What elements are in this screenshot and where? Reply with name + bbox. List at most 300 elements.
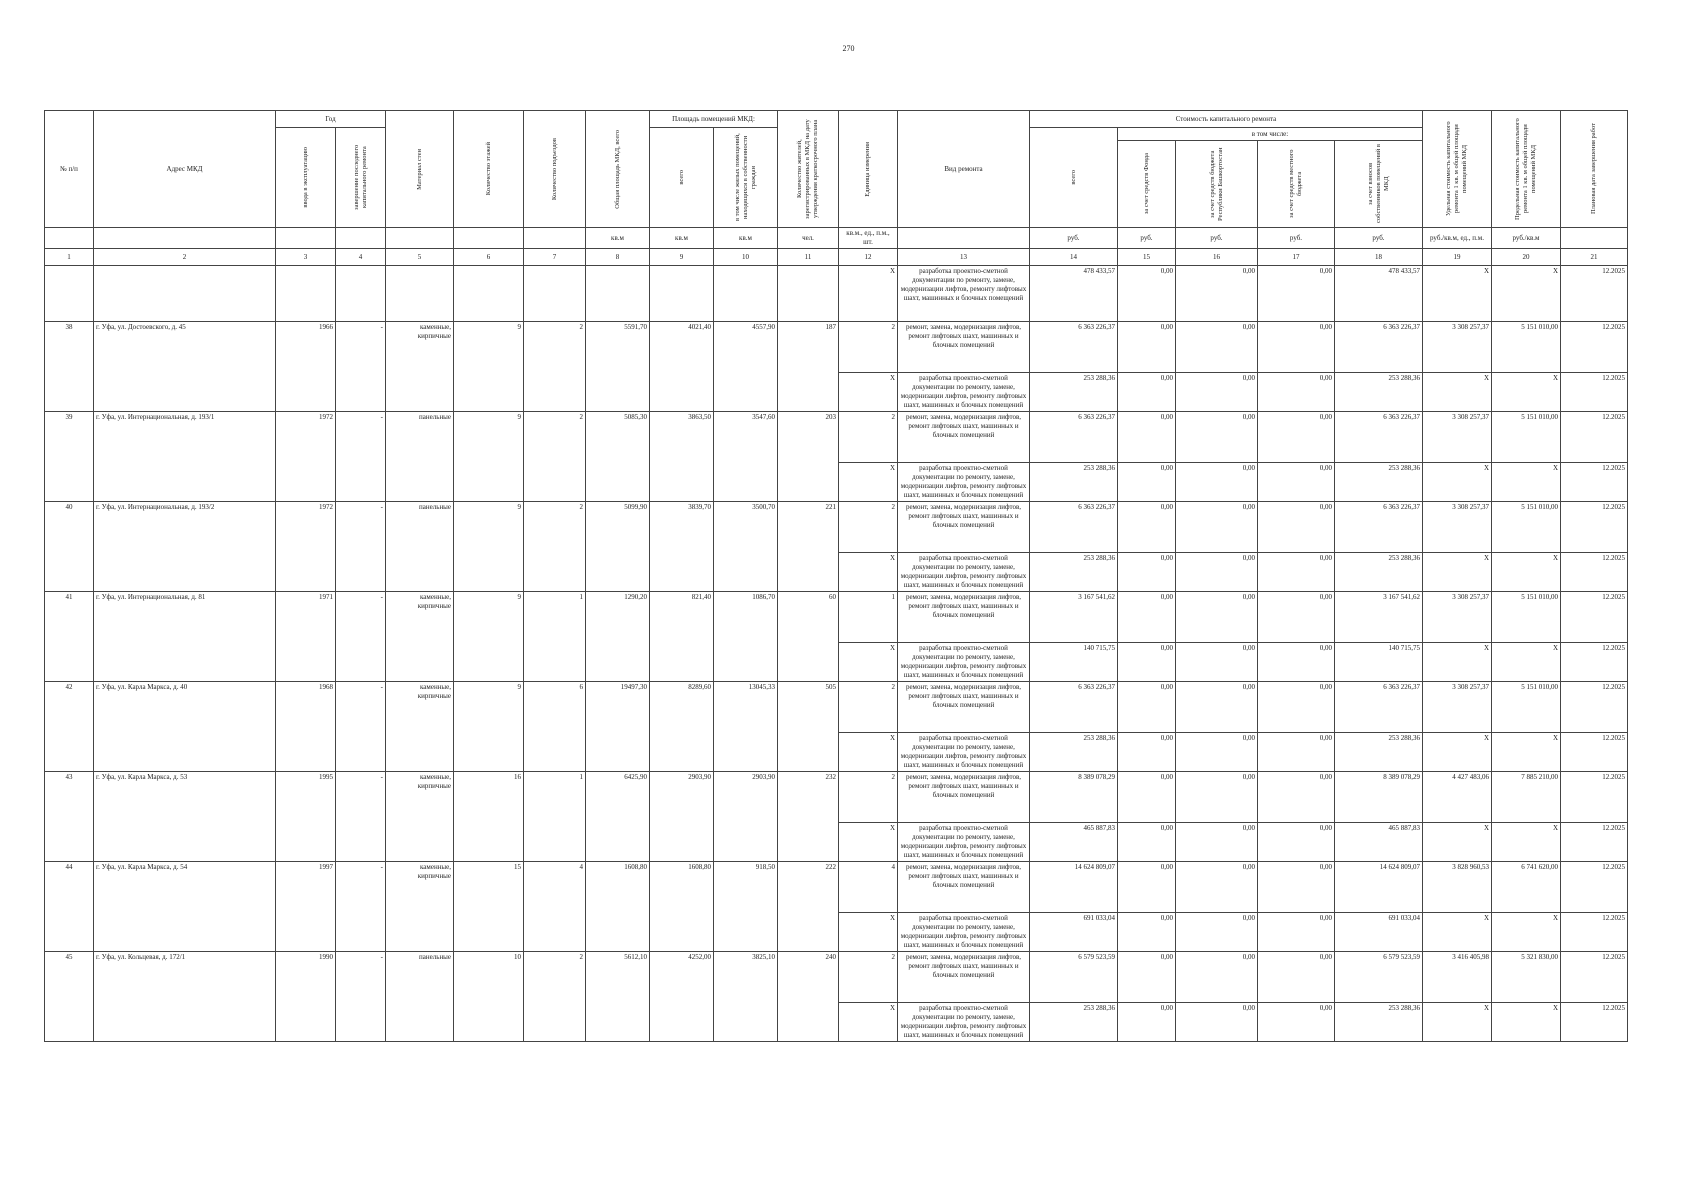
- cell-deadline: 12.2025: [1561, 682, 1628, 733]
- cell-region: 0,00: [1176, 1003, 1258, 1042]
- cell-work: разработка проектно-сметной документации по ремонту, замене, модернизации лифтов, ремонту лифтовых шахт, машинных и блочных помещений: [898, 373, 1030, 412]
- column-number: 9: [650, 249, 714, 266]
- cell-max: X: [1492, 553, 1561, 592]
- cell-region: 0,00: [1176, 913, 1258, 952]
- cell-max: 5 151 010,00: [1492, 592, 1561, 643]
- cell-deadline: 12.2025: [1561, 823, 1628, 862]
- cell-fund: 0,00: [1118, 643, 1176, 682]
- cell-num: 39: [45, 412, 94, 502]
- hdr-max-cost: Предельная стоимость капитального ремонта 1 кв. м общей площади помещений МКД: [1492, 111, 1561, 228]
- table-row: [45, 502, 1628, 553]
- cell-address: г. Уфа, ул. Интернациональная, д. 193/2: [94, 502, 276, 592]
- cell-local: 0,00: [1258, 592, 1335, 643]
- cell-floors: 9: [454, 502, 524, 592]
- cell-work: разработка проектно-сметной документации по ремонту, замене, модернизации лифтов, ремонту лифтовых шахт, машинных и блочных помещений: [898, 1003, 1030, 1042]
- table-row: [45, 682, 1628, 733]
- cell-local: 0,00: [1258, 862, 1335, 913]
- cell-work: разработка проектно-сметной документации по ремонту, замене, модернизации лифтов, ремонту лифтовых шахт, машинных и блочных помещений: [898, 643, 1030, 682]
- hdr-total-area: Общая площадь МКД, всего: [586, 111, 650, 228]
- cell-total: 3 167 541,62: [1030, 592, 1118, 643]
- cell-max: 5 151 010,00: [1492, 412, 1561, 463]
- cell-fund: 0,00: [1118, 913, 1176, 952]
- cell-address: г. Уфа, ул. Карла Маркса, д. 54: [94, 862, 276, 952]
- cell-year-repair: -: [336, 412, 386, 502]
- cell-fund: 0,00: [1118, 373, 1176, 412]
- hdr-cost-region: за счет средств бюджета Республики Башкортостан: [1176, 141, 1258, 228]
- hdr-incl: в том числе:: [1118, 128, 1423, 141]
- cell-max: X: [1492, 463, 1561, 502]
- cell-local: 0,00: [1258, 502, 1335, 553]
- cell-spec: X: [1423, 266, 1492, 322]
- cell-fund: 0,00: [1118, 502, 1176, 553]
- cell-region: 0,00: [1176, 266, 1258, 322]
- cell-area-owned: 13045,33: [714, 682, 778, 772]
- cell-work: ремонт, замена, модернизация лифтов, ремонт лифтовых шахт, машинных и блочных помещений: [898, 322, 1030, 373]
- cell-residents: 222: [778, 862, 839, 952]
- cell-owners: 478 433,57: [1335, 266, 1423, 322]
- cell-owners: 253 288,36: [1335, 733, 1423, 772]
- column-number: 14: [1030, 249, 1118, 266]
- cell-year-repair: -: [336, 502, 386, 592]
- column-number: 8: [586, 249, 650, 266]
- cell-region: 0,00: [1176, 682, 1258, 733]
- cell-work: ремонт, замена, модернизация лифтов, ремонт лифтовых шахт, машинных и блочных помещений: [898, 412, 1030, 463]
- cell-total: 14 624 809,07: [1030, 862, 1118, 913]
- cell-total: 6 363 226,37: [1030, 412, 1118, 463]
- cell-area-all: 821,40: [650, 592, 714, 682]
- hdr-cost-local: за счет средств местного бюджета: [1258, 141, 1335, 228]
- cell-entrances: 2: [524, 952, 586, 1042]
- column-numbers-row: [45, 249, 1628, 266]
- hdr-cost-group: Стоимость капитального ремонта: [1030, 111, 1423, 128]
- unit-c12: кв.м., ед., п.м., шт.: [839, 228, 898, 249]
- cell-wall: панельные: [386, 502, 454, 592]
- cell-entrances: 1: [524, 772, 586, 862]
- cell-total-area: 5591,70: [586, 322, 650, 412]
- cell-fund: 0,00: [1118, 862, 1176, 913]
- column-number: 6: [454, 249, 524, 266]
- cell-spec: 3 308 257,37: [1423, 412, 1492, 463]
- cell-wall: каменные, кирпичные: [386, 772, 454, 862]
- cell-total: 6 363 226,37: [1030, 682, 1118, 733]
- cell-spec: X: [1423, 733, 1492, 772]
- cell-local: 0,00: [1258, 412, 1335, 463]
- cell-area-owned: 3500,70: [714, 502, 778, 592]
- cell-owners: 6 363 226,37: [1335, 682, 1423, 733]
- cell-total: 8 389 078,29: [1030, 772, 1118, 823]
- cell-area-owned: 1086,70: [714, 592, 778, 682]
- cell-max: X: [1492, 643, 1561, 682]
- cell-year-built: 1966: [276, 322, 336, 412]
- cell-work: ремонт, замена, модернизация лифтов, ремонт лифтовых шахт, машинных и блочных помещений: [898, 502, 1030, 553]
- cell-residents: 505: [778, 682, 839, 772]
- cell-work: разработка проектно-сметной документации по ремонту, замене, модернизации лифтов, ремонту лифтовых шахт, машинных и блочных помещений: [898, 553, 1030, 592]
- column-number: 10: [714, 249, 778, 266]
- cell-qty: 2: [839, 952, 898, 1003]
- cell-deadline: 12.2025: [1561, 913, 1628, 952]
- cell-region: 0,00: [1176, 862, 1258, 913]
- cell-work: ремонт, замена, модернизация лифтов, ремонт лифтовых шахт, машинных и блочных помещений: [898, 952, 1030, 1003]
- cell-entrances: 2: [524, 412, 586, 502]
- cell-deadline: 12.2025: [1561, 373, 1628, 412]
- cell-max: 5 151 010,00: [1492, 682, 1561, 733]
- table-row: [45, 592, 1628, 643]
- cell-num: 42: [45, 682, 94, 772]
- cell-total: 6 363 226,37: [1030, 322, 1118, 373]
- cell-spec: 3 416 405,98: [1423, 952, 1492, 1003]
- cell-spec: X: [1423, 1003, 1492, 1042]
- hdr-area-group: Площадь помещений МКД:: [650, 111, 778, 128]
- cell-fund: 0,00: [1118, 823, 1176, 862]
- cell-deadline: 12.2025: [1561, 772, 1628, 823]
- cell-floors: 9: [454, 682, 524, 772]
- cell-address: г. Уфа, ул. Карла Маркса, д. 40: [94, 682, 276, 772]
- cell-wall: каменные, кирпичные: [386, 322, 454, 412]
- column-number: 3: [276, 249, 336, 266]
- cell-owners: 8 389 078,29: [1335, 772, 1423, 823]
- hdr-area-all: всего: [650, 128, 714, 228]
- cell-entrances: 1: [524, 592, 586, 682]
- cell-floors: 10: [454, 952, 524, 1042]
- cell-owners: 465 887,83: [1335, 823, 1423, 862]
- cell-year-repair: -: [336, 772, 386, 862]
- cell-work: разработка проектно-сметной документации по ремонту, замене, модернизации лифтов, ремонту лифтовых шахт, машинных и блочных помещений: [898, 266, 1030, 322]
- cell-year-built: 1995: [276, 772, 336, 862]
- table-row: [45, 772, 1628, 823]
- cell-residents: 203: [778, 412, 839, 502]
- cell-max: 5 151 010,00: [1492, 322, 1561, 373]
- table-body: [45, 266, 1628, 1042]
- cell-address: г. Уфа, ул. Достоевского, д. 45: [94, 322, 276, 412]
- cell-entrances: 4: [524, 862, 586, 952]
- cell-local: 0,00: [1258, 952, 1335, 1003]
- cell-spec: X: [1423, 373, 1492, 412]
- cell-year-built: 1990: [276, 952, 336, 1042]
- column-number: 19: [1423, 249, 1492, 266]
- cell-total: 140 715,75: [1030, 643, 1118, 682]
- cell-deadline: 12.2025: [1561, 322, 1628, 373]
- cell-qty: X: [839, 913, 898, 952]
- cell-region: 0,00: [1176, 502, 1258, 553]
- table-row: [45, 862, 1628, 913]
- hdr-year-repair: завершение последнего капитального ремонта: [336, 128, 386, 228]
- cell-total: 253 288,36: [1030, 463, 1118, 502]
- column-number: 11: [778, 249, 839, 266]
- repair-plan-table: [44, 110, 1628, 1042]
- cell-work: ремонт, замена, модернизация лифтов, ремонт лифтовых шахт, машинных и блочных помещений: [898, 592, 1030, 643]
- cell-work: ремонт, замена, модернизация лифтов, ремонт лифтовых шахт, машинных и блочных помещений: [898, 862, 1030, 913]
- cell-owners: 6 363 226,37: [1335, 502, 1423, 553]
- cell-area-owned: 3547,60: [714, 412, 778, 502]
- cell-qty: X: [839, 1003, 898, 1042]
- cell-entrances: 2: [524, 502, 586, 592]
- cell-region: 0,00: [1176, 322, 1258, 373]
- cell-local: 0,00: [1258, 823, 1335, 862]
- cell-total: 253 288,36: [1030, 553, 1118, 592]
- cell-spec: 3 828 960,53: [1423, 862, 1492, 913]
- cell-qty: X: [839, 643, 898, 682]
- cell-max: X: [1492, 823, 1561, 862]
- cell-local: 0,00: [1258, 1003, 1335, 1042]
- cell-wall: каменные, кирпичные: [386, 592, 454, 682]
- hdr-num: № п/п: [45, 111, 94, 228]
- column-number: 20: [1492, 249, 1561, 266]
- cell-spec: 3 308 257,37: [1423, 682, 1492, 733]
- cell-qty: 1: [839, 592, 898, 643]
- cell-owners: 6 363 226,37: [1335, 412, 1423, 463]
- cell-qty: X: [839, 266, 898, 322]
- column-number: 13: [898, 249, 1030, 266]
- cell-max: X: [1492, 1003, 1561, 1042]
- cell-residents: 187: [778, 322, 839, 412]
- cell-region: 0,00: [1176, 553, 1258, 592]
- column-number: 1: [45, 249, 94, 266]
- cell-total-area: 1290,20: [586, 592, 650, 682]
- cell-year-built: 1968: [276, 682, 336, 772]
- page-number: 270: [842, 44, 855, 53]
- column-number: 12: [839, 249, 898, 266]
- cell-deadline: 12.2025: [1561, 952, 1628, 1003]
- table-header: [45, 111, 1628, 266]
- cell-address: г. Уфа, ул. Интернациональная, д. 81: [94, 592, 276, 682]
- cell-spec: 3 308 257,37: [1423, 322, 1492, 373]
- cell-spec: X: [1423, 553, 1492, 592]
- table-row: [45, 412, 1628, 463]
- cell-owners: 14 624 809,07: [1335, 862, 1423, 913]
- cell-fund: 0,00: [1118, 592, 1176, 643]
- cell-deadline: 12.2025: [1561, 643, 1628, 682]
- cell-total: 6 363 226,37: [1030, 502, 1118, 553]
- cell-region: 0,00: [1176, 952, 1258, 1003]
- cell-num: 41: [45, 592, 94, 682]
- unit-c8: кв.м: [586, 228, 650, 249]
- cell-year-built: 1972: [276, 502, 336, 592]
- cell-deadline: 12.2025: [1561, 266, 1628, 322]
- cell-entrances: 2: [524, 322, 586, 412]
- cell-deadline: 12.2025: [1561, 862, 1628, 913]
- cell-local: 0,00: [1258, 322, 1335, 373]
- cell-deadline: 12.2025: [1561, 592, 1628, 643]
- carry-over-row: [45, 266, 1628, 322]
- cell-floors: 9: [454, 322, 524, 412]
- cell-local: 0,00: [1258, 463, 1335, 502]
- cell-qty: 4: [839, 862, 898, 913]
- cell-area-all: 4252,00: [650, 952, 714, 1042]
- unit-c17: руб.: [1258, 228, 1335, 249]
- cell-spec: X: [1423, 823, 1492, 862]
- cell-area-all: 8289,60: [650, 682, 714, 772]
- cell-entrances: 6: [524, 682, 586, 772]
- cell-area-owned: 2903,90: [714, 772, 778, 862]
- hdr-year-group: Год: [276, 111, 386, 128]
- cell-spec: 4 427 483,06: [1423, 772, 1492, 823]
- cell-qty: X: [839, 733, 898, 772]
- cell-year-repair: -: [336, 952, 386, 1042]
- cell-total-area: 1608,80: [586, 862, 650, 952]
- cell-fund: 0,00: [1118, 412, 1176, 463]
- cell-max: 7 885 210,00: [1492, 772, 1561, 823]
- cell-floors: 15: [454, 862, 524, 952]
- cell-year-built: 1997: [276, 862, 336, 952]
- cell-owners: 253 288,36: [1335, 463, 1423, 502]
- cell-total: 6 579 523,59: [1030, 952, 1118, 1003]
- cell-owners: 140 715,75: [1335, 643, 1423, 682]
- cell-fund: 0,00: [1118, 682, 1176, 733]
- hdr-wall: Материал стен: [386, 111, 454, 228]
- cell-num: 45: [45, 952, 94, 1042]
- cell-work: разработка проектно-сметной документации по ремонту, замене, модернизации лифтов, ремонту лифтовых шахт, машинных и блочных помещений: [898, 913, 1030, 952]
- cell-region: 0,00: [1176, 592, 1258, 643]
- cell-total: 478 433,57: [1030, 266, 1118, 322]
- cell-qty: X: [839, 553, 898, 592]
- cell-work: разработка проектно-сметной документации по ремонту, замене, модернизации лифтов, ремонту лифтовых шахт, машинных и блочных помещений: [898, 463, 1030, 502]
- hdr-spec-cost: Удельная стоимость капитального ремонта 1 кв. м общей площади помещений МКД: [1423, 111, 1492, 228]
- column-number: 18: [1335, 249, 1423, 266]
- cell-total: 253 288,36: [1030, 1003, 1118, 1042]
- cell-num: 43: [45, 772, 94, 862]
- cell-region: 0,00: [1176, 733, 1258, 772]
- unit-c19: руб./кв.м, ед., п.м.: [1423, 228, 1492, 249]
- cell-num: 44: [45, 862, 94, 952]
- cell-qty: 2: [839, 412, 898, 463]
- cell-max: X: [1492, 913, 1561, 952]
- cell-work: ремонт, замена, модернизация лифтов, ремонт лифтовых шахт, машинных и блочных помещений: [898, 682, 1030, 733]
- cell-spec: 3 308 257,37: [1423, 502, 1492, 553]
- table-row: [45, 322, 1628, 373]
- hdr-work-type: Вид ремонта: [898, 111, 1030, 228]
- cell-owners: 3 167 541,62: [1335, 592, 1423, 643]
- cell-owners: 6 579 523,59: [1335, 952, 1423, 1003]
- cell-area-all: 1608,80: [650, 862, 714, 952]
- cell-qty: X: [839, 463, 898, 502]
- cell-total: 465 887,83: [1030, 823, 1118, 862]
- cell-local: 0,00: [1258, 913, 1335, 952]
- unit-c9: кв.м: [650, 228, 714, 249]
- cell-qty: 2: [839, 772, 898, 823]
- cell-residents: 232: [778, 772, 839, 862]
- cell-area-all: 3863,50: [650, 412, 714, 502]
- hdr-floors: Количество этажей: [454, 111, 524, 228]
- cell-total-area: 5612,10: [586, 952, 650, 1042]
- cell-qty: 2: [839, 322, 898, 373]
- cell-region: 0,00: [1176, 772, 1258, 823]
- cell-residents: 221: [778, 502, 839, 592]
- hdr-year-built: ввода в эксплуатацию: [276, 128, 336, 228]
- unit-c11: чел.: [778, 228, 839, 249]
- column-number: 17: [1258, 249, 1335, 266]
- hdr-cost-fund: за счет средств Фонда: [1118, 141, 1176, 228]
- cell-total-area: 5099,90: [586, 502, 650, 592]
- column-number: 4: [336, 249, 386, 266]
- cell-area-all: 3839,70: [650, 502, 714, 592]
- cell-deadline: 12.2025: [1561, 502, 1628, 553]
- cell-max: X: [1492, 266, 1561, 322]
- hdr-unit: Единица измерения: [839, 111, 898, 228]
- cell-address: г. Уфа, ул. Кольцевая, д. 172/1: [94, 952, 276, 1042]
- cell-num: 38: [45, 322, 94, 412]
- cell-max: X: [1492, 373, 1561, 412]
- hdr-area-owned: в том числе жилых помещений, находящихся в собственности граждан: [714, 128, 778, 228]
- cell-fund: 0,00: [1118, 733, 1176, 772]
- unit-c15: руб.: [1118, 228, 1176, 249]
- cell-local: 0,00: [1258, 682, 1335, 733]
- cell-residents: 240: [778, 952, 839, 1042]
- cell-work: разработка проектно-сметной документации по ремонту, замене, модернизации лифтов, ремонту лифтовых шахт, машинных и блочных помещений: [898, 823, 1030, 862]
- column-number: 5: [386, 249, 454, 266]
- unit-c18: руб.: [1335, 228, 1423, 249]
- cell-spec: 3 308 257,37: [1423, 592, 1492, 643]
- cell-residents: 60: [778, 592, 839, 682]
- cell-region: 0,00: [1176, 373, 1258, 412]
- cell-deadline: 12.2025: [1561, 1003, 1628, 1042]
- cell-year-built: 1972: [276, 412, 336, 502]
- cell-spec: X: [1423, 913, 1492, 952]
- cell-floors: 9: [454, 592, 524, 682]
- cell-fund: 0,00: [1118, 322, 1176, 373]
- cell-year-built: 1971: [276, 592, 336, 682]
- cell-owners: 691 033,04: [1335, 913, 1423, 952]
- cell-fund: 0,00: [1118, 1003, 1176, 1042]
- cell-local: 0,00: [1258, 266, 1335, 322]
- cell-work: ремонт, замена, модернизация лифтов, ремонт лифтовых шахт, машинных и блочных помещений: [898, 772, 1030, 823]
- cell-spec: X: [1423, 643, 1492, 682]
- cell-year-repair: -: [336, 682, 386, 772]
- hdr-residents: Количество жителей, зарегистрированных в МКД на дату утверждения краткосрочного плана: [778, 111, 839, 228]
- cell-total: 691 033,04: [1030, 913, 1118, 952]
- cell-owners: 253 288,36: [1335, 1003, 1423, 1042]
- cell-qty: 2: [839, 682, 898, 733]
- cell-area-all: 2903,90: [650, 772, 714, 862]
- cell-owners: 6 363 226,37: [1335, 322, 1423, 373]
- cell-max: 5 151 010,00: [1492, 502, 1561, 553]
- cell-region: 0,00: [1176, 412, 1258, 463]
- cell-qty: 2: [839, 502, 898, 553]
- hdr-entrances: Количество подъездов: [524, 111, 586, 228]
- cell-qty: X: [839, 373, 898, 412]
- cell-year-repair: -: [336, 592, 386, 682]
- cell-work: разработка проектно-сметной документации по ремонту, замене, модернизации лифтов, ремонту лифтовых шахт, машинных и блочных помещений: [898, 733, 1030, 772]
- cell-total-area: 19497,30: [586, 682, 650, 772]
- cell-spec: X: [1423, 463, 1492, 502]
- cell-total-area: 6425,90: [586, 772, 650, 862]
- hdr-deadline: Плановая дата завершения работ: [1561, 111, 1628, 228]
- cell-fund: 0,00: [1118, 266, 1176, 322]
- cell-deadline: 12.2025: [1561, 553, 1628, 592]
- cell-wall: каменные, кирпичные: [386, 682, 454, 772]
- cell-area-owned: 4557,90: [714, 322, 778, 412]
- cell-fund: 0,00: [1118, 952, 1176, 1003]
- column-number: 15: [1118, 249, 1176, 266]
- cell-region: 0,00: [1176, 643, 1258, 682]
- cell-region: 0,00: [1176, 823, 1258, 862]
- column-number: 16: [1176, 249, 1258, 266]
- unit-c10: кв.м: [714, 228, 778, 249]
- cell-fund: 0,00: [1118, 772, 1176, 823]
- cell-wall: панельные: [386, 412, 454, 502]
- cell-fund: 0,00: [1118, 463, 1176, 502]
- hdr-cost-total: всего: [1030, 128, 1118, 228]
- unit-c14: руб.: [1030, 228, 1118, 249]
- cell-area-owned: 918,50: [714, 862, 778, 952]
- cell-owners: 253 288,36: [1335, 373, 1423, 412]
- hdr-address: Адрес МКД: [94, 111, 276, 228]
- cell-total: 253 288,36: [1030, 373, 1118, 412]
- cell-wall: панельные: [386, 952, 454, 1042]
- cell-total-area: 5085,30: [586, 412, 650, 502]
- unit-c16: руб.: [1176, 228, 1258, 249]
- cell-area-all: 4021,40: [650, 322, 714, 412]
- cell-floors: 16: [454, 772, 524, 862]
